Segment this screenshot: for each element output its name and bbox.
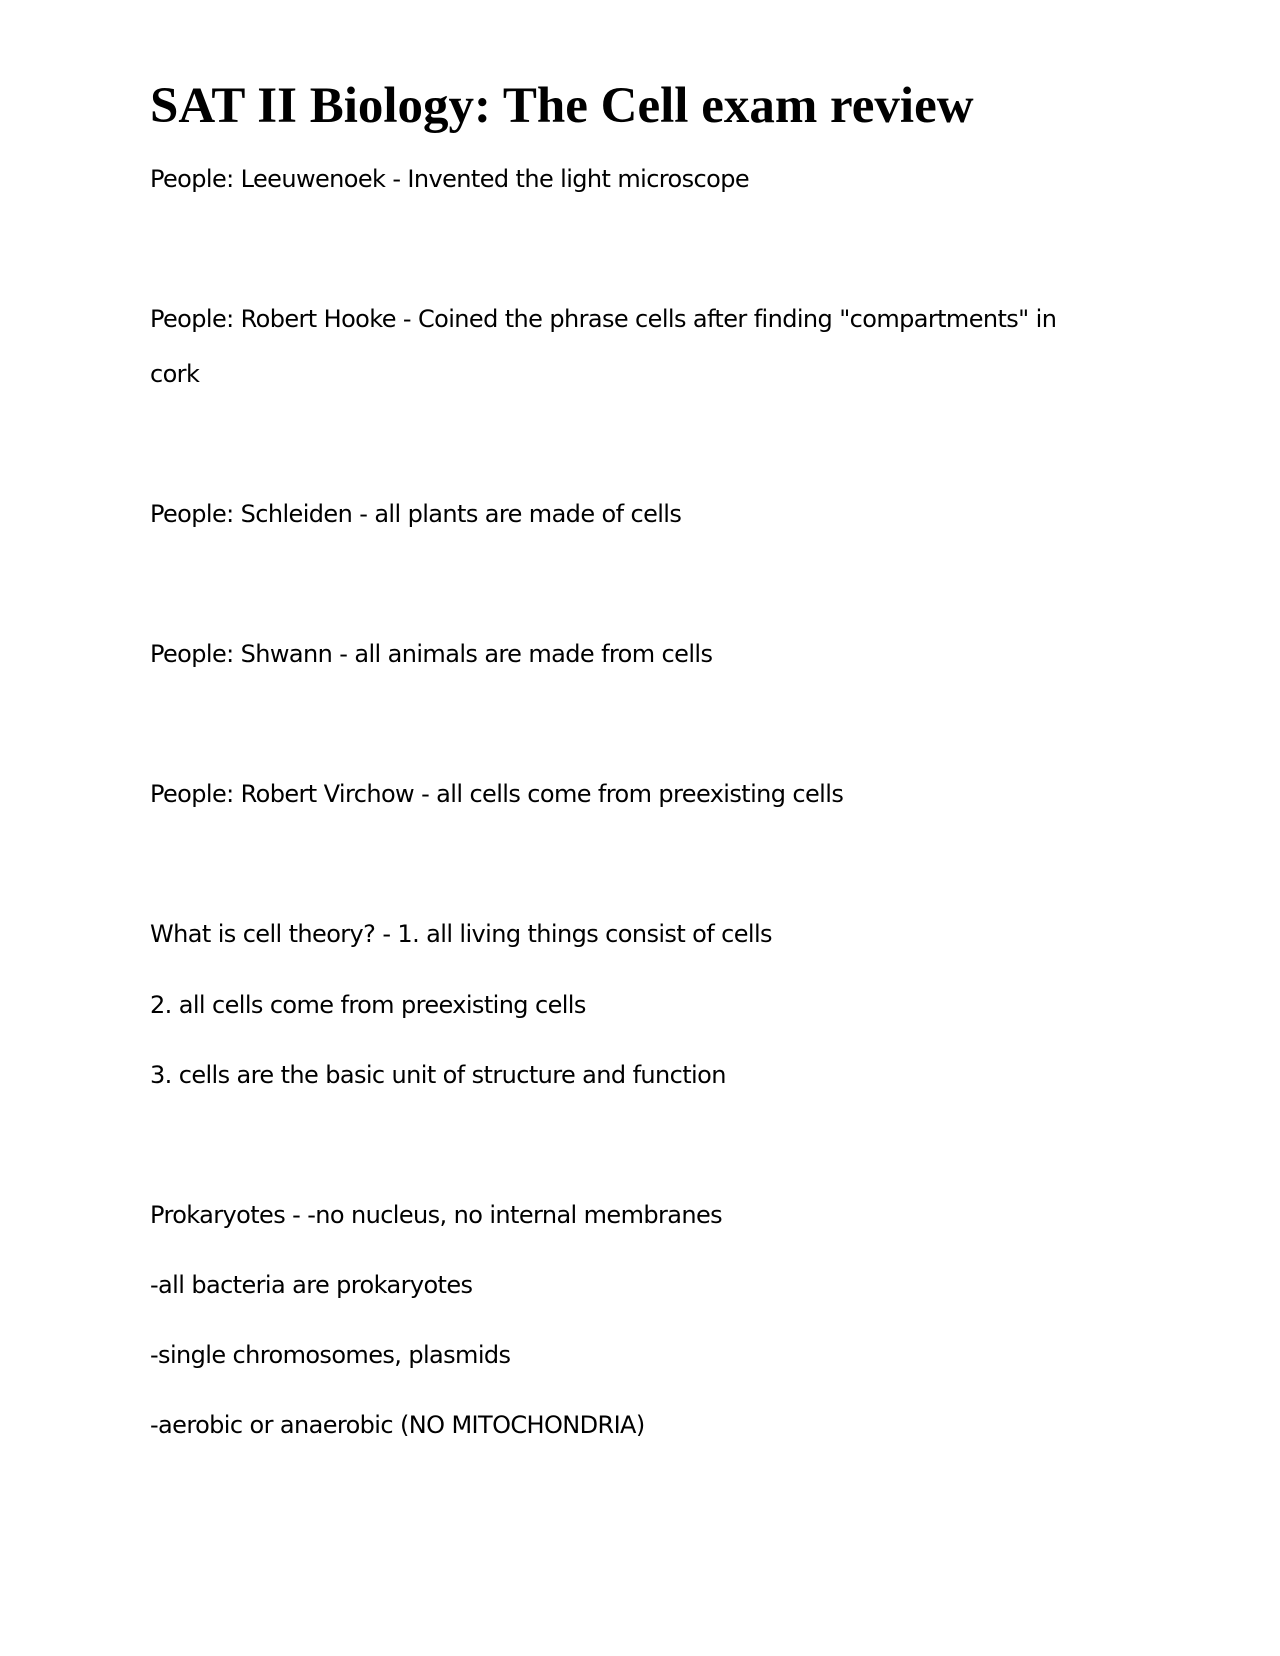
text-line-prokaryotes-bacteria: -all bacteria are prokaryotes bbox=[150, 1271, 473, 1299]
document-title: SAT II Biology: The Cell exam review bbox=[150, 78, 974, 134]
text-line-shwann: People: Shwann - all animals are made from cells bbox=[150, 640, 713, 668]
text-line-prokaryotes: Prokaryotes - -no nucleus, no internal membranes bbox=[150, 1201, 723, 1229]
text-line-cell-theory: What is cell theory? - 1. all living things consist of cells bbox=[150, 920, 772, 948]
text-line-prokaryotes-aerobic: -aerobic or anaerobic (NO MITOCHONDRIA) bbox=[150, 1411, 645, 1439]
text-line-schleiden: People: Schleiden - all plants are made of cells bbox=[150, 500, 682, 528]
text-line-prokaryotes-chromosomes: -single chromosomes, plasmids bbox=[150, 1341, 511, 1369]
text-line-virchow: People: Robert Virchow - all cells come from preexisting cells bbox=[150, 780, 844, 808]
text-line-cell-theory-3: 3. cells are the basic unit of structure and function bbox=[150, 1061, 726, 1089]
text-line-hooke: People: Robert Hooke - Coined the phrase cells after finding "compartments" in bbox=[150, 305, 1057, 333]
text-line-cell-theory-2: 2. all cells come from preexisting cells bbox=[150, 991, 586, 1019]
text-line-leeuwenoek: People: Leeuwenoek - Invented the light microscope bbox=[150, 165, 750, 193]
text-line-hooke-continued: cork bbox=[150, 360, 200, 388]
